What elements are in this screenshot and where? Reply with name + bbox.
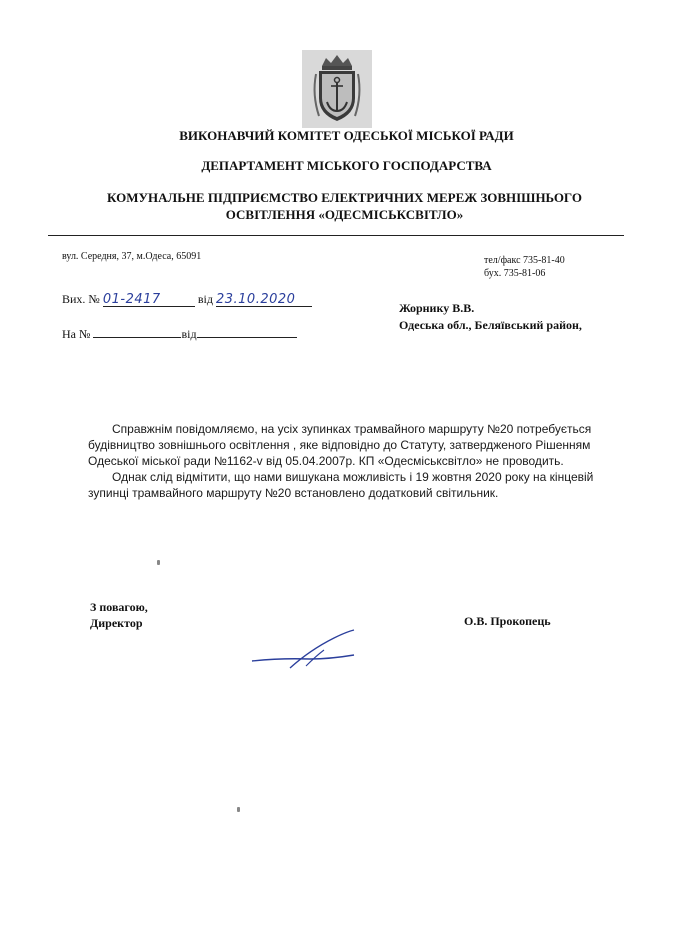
- odesa-coat-of-arms-icon: [302, 50, 372, 128]
- outgoing-date-field: [216, 292, 312, 307]
- recipient-name: Жорнику В.В.: [399, 301, 475, 315]
- incoming-registration: [62, 323, 297, 342]
- scan-speck: [157, 560, 160, 565]
- department-heading: ДЕПАРТАМЕНТ МІСЬКОГО ГОСПОДАРСТВА: [201, 158, 492, 173]
- outgoing-number-label: Вих. №: [62, 292, 100, 306]
- outgoing-number-value: 01-2417: [102, 292, 161, 307]
- outgoing-date-value: 23.10.2020: [215, 292, 296, 307]
- handwritten-signature: [250, 628, 360, 672]
- signer-position: Директор: [90, 616, 143, 630]
- outgoing-number-field: [103, 292, 195, 307]
- executive-committee-heading: ВИКОНАВЧИЙ КОМІТЕТ ОДЕСЬКОЇ МІСЬКОЇ РАДИ: [179, 128, 514, 143]
- header-divider: [48, 235, 624, 236]
- scan-speck: [237, 807, 240, 812]
- recipient-region: Одеська обл., Беляївський район,: [399, 318, 582, 332]
- recipient-block: [399, 300, 582, 334]
- enterprise-heading-line1: КОМУНАЛЬНЕ ПІДПРИЄМСТВО ЕЛЕКТРИЧНИХ МЕРЕЖ ЗОВНІШНЬОГО: [106, 190, 582, 205]
- contact-phones: [484, 254, 565, 280]
- incoming-number-field: [93, 323, 181, 338]
- telfax-number: тел/факс 735-81-40: [484, 255, 565, 266]
- enterprise-heading-line2: ОСВІТЛЕННЯ «ОДЕСМІСЬКСВІТЛО»: [225, 207, 464, 222]
- outgoing-date-label: від: [197, 292, 213, 306]
- body-paragraph-1: Справжнім повідомляємо, на усіх зупинках трамвайного маршруту №20 потребується будівництво зовнішнього освітлення , яке відповідно до Статуту, затвердженого Рішенням Одеської міської ради №1162-v від 05.04.2007р. КП «Одесміськсвітло» не проводить.: [88, 422, 592, 468]
- outgoing-registration: [62, 292, 312, 307]
- incoming-date-field: [197, 323, 297, 338]
- closing-block: [90, 599, 148, 631]
- accounting-number: бух. 735-81-06: [484, 268, 546, 279]
- organization-address: вул. Середня, 37, м.Одеса, 65091: [62, 251, 202, 262]
- incoming-number-label: На №: [62, 327, 91, 341]
- enterprise-heading: [8, 189, 673, 223]
- incoming-date-label: від: [181, 327, 197, 341]
- body-paragraph-2: Однак слід відмітити, що нами вишукана можливість і 19 жовтня 2020 року на кінцевій зупинці трамвайного маршруту №20 встановлено додатковий світильник.: [88, 470, 594, 500]
- letter-body: [88, 421, 608, 501]
- closing-regards: З повагою,: [90, 600, 148, 614]
- signer-name: О.В. Прокопець: [464, 614, 551, 628]
